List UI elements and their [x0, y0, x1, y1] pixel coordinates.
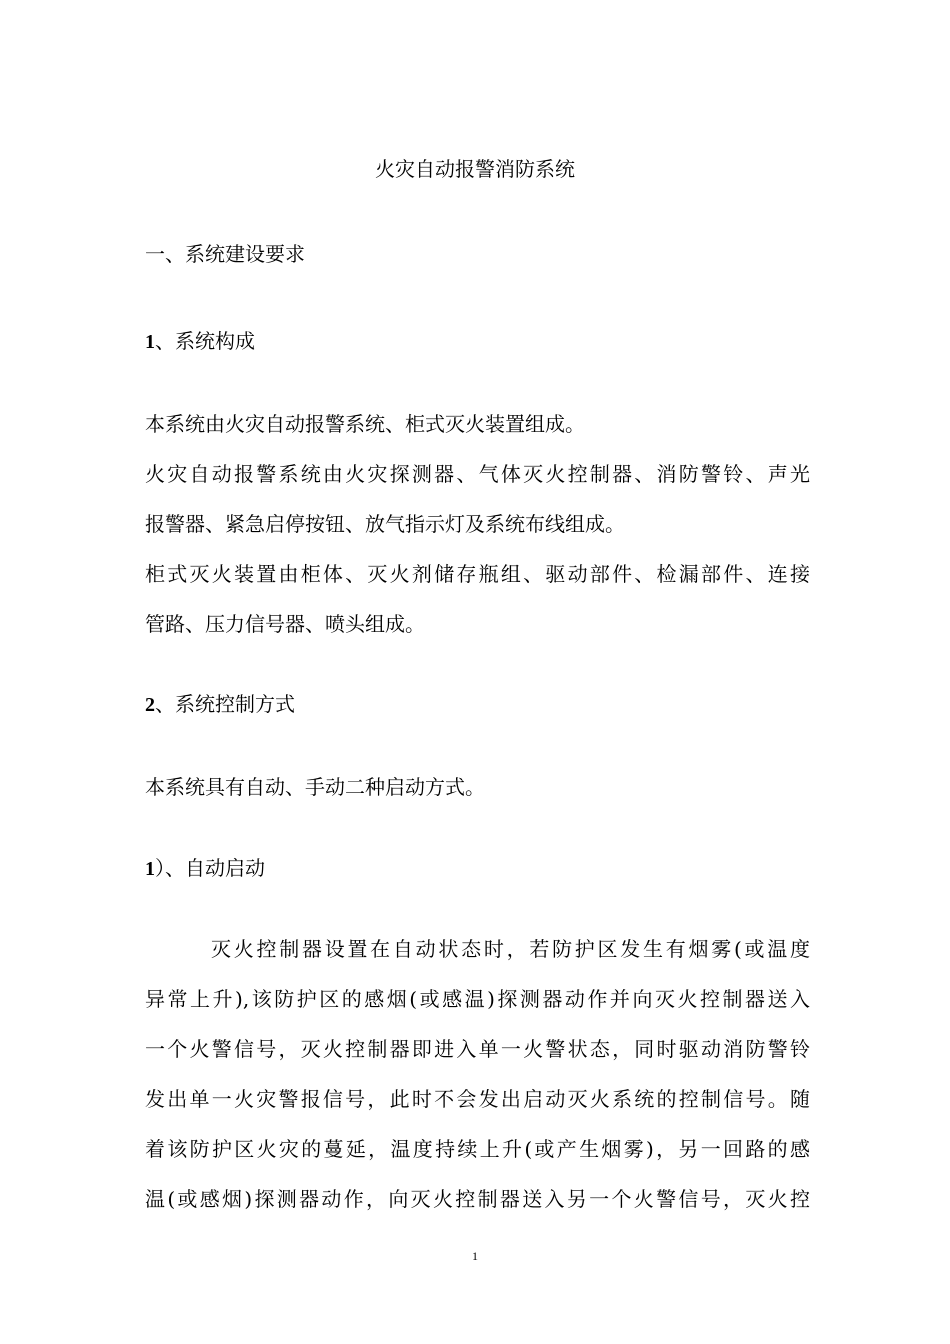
subsection-number: 2: [145, 694, 155, 716]
subsection-heading-2: [145, 690, 810, 719]
paragraph-line: 灭火控制器设置在自动状态时，若防护区发生有烟雾(或温度: [211, 937, 810, 961]
subsection-title: 、系统控制方式: [155, 692, 295, 716]
paragraph-line: 柜式灭火装置由柜体、灭火剂储存瓶组、驱动部件、检漏部件、连接: [145, 562, 810, 586]
paragraph-line: 火灾自动报警系统由火灾探测器、气体灭火控制器、消防警铃、声光: [145, 462, 810, 486]
paragraph-line: 本系统由火灾自动报警系统、柜式灭火装置组成。: [145, 412, 585, 436]
subsection-title: ）、自动启动: [155, 856, 265, 880]
document-title: 火灾自动报警消防系统: [375, 157, 575, 181]
subsubsection-heading: [145, 854, 810, 883]
paragraph-line: 着该防护区火灾的蔓延，温度持续上升(或产生烟雾)，另一回路的感: [145, 1137, 810, 1161]
paragraph-line: 发出单一火灾警报信号，此时不会发出启动灭火系统的控制信号。随: [145, 1087, 810, 1111]
paragraph-line: 报警器、紧急启停按钮、放气指示灯及系统布线组成。: [145, 512, 625, 536]
paragraph-line: 异常上升),该防护区的感烟(或感温)探测器动作并向灭火控制器送入: [145, 987, 810, 1011]
page-number: 1: [472, 1249, 478, 1263]
subsection-heading-1: [145, 327, 810, 356]
paragraph-line: 一个火警信号，灭火控制器即进入单一火警状态，同时驱动消防警铃: [145, 1037, 810, 1061]
subsection-title: 、系统构成: [155, 329, 255, 353]
subsection-number: 1: [145, 331, 155, 353]
subsection-number: 1: [145, 858, 155, 880]
paragraph-line: 管路、压力信号器、喷头组成。: [145, 612, 425, 636]
section-heading: 一、系统建设要求: [145, 242, 305, 266]
paragraph-line: 本系统具有自动、手动二种启动方式。: [145, 775, 485, 799]
paragraph-line: 温(或感烟)探测器动作，向灭火控制器送入另一个火警信号，灭火控: [145, 1187, 810, 1211]
